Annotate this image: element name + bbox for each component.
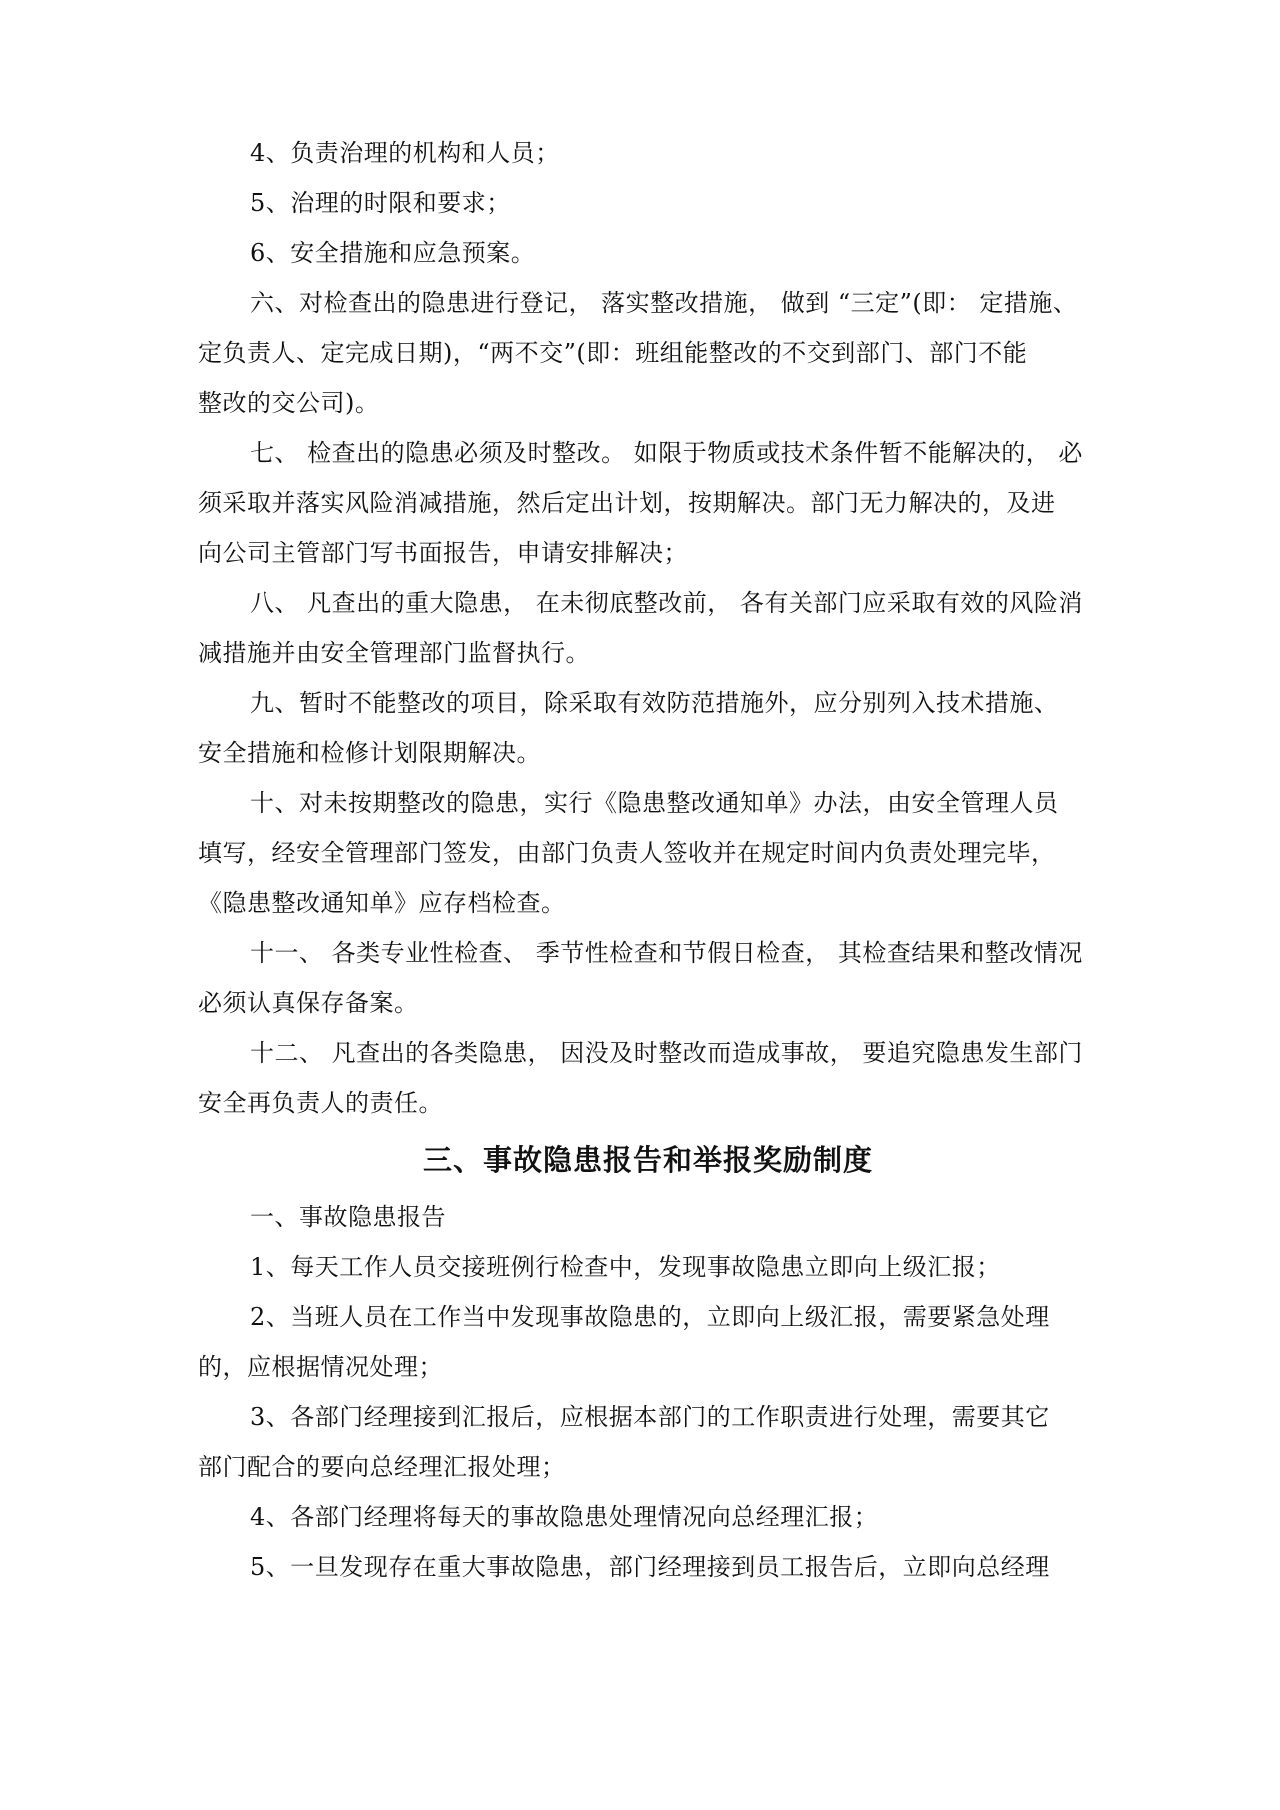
text-line: 十二、 凡查出的各类隐患， 因没及时整改而造成事故， 要追究隐患发生部门 [250, 1039, 1083, 1067]
upper-paragraph-2 [198, 178, 1098, 228]
text-line: 必须认真保存备案。 [198, 989, 419, 1017]
text-line: 减措施并由安全管理部门监督执行。 [198, 639, 590, 667]
text-line: 六、对检查出的隐患进行登记， 落实整改措施， 做到 “三定”(即： 定措施、 [250, 289, 1078, 317]
paragraphs-after [198, 1192, 1098, 1592]
upper-paragraph-7 [198, 678, 1098, 778]
text-line: 部门配合的要向总经理汇报处理； [198, 1453, 566, 1481]
upper-paragraph-3 [198, 228, 1098, 278]
text-line: 4、负责治理的机构和人员； [250, 139, 560, 167]
document-body [198, 128, 1098, 1592]
text-line: 2、当班人员在工作当中发现事故隐患的，立即向上级汇报，需要紧急处理 [250, 1303, 1050, 1331]
upper-paragraph-1 [198, 128, 1098, 178]
upper-paragraph-10 [198, 1028, 1098, 1128]
lower-paragraph-4 [198, 1392, 1098, 1492]
text-line: 1、每天工作人员交接班例行检查中，发现事故隐患立即向上级汇报； [250, 1253, 1001, 1281]
text-line: 定负责人、定完成日期)，“两不交”(即：班组能整改的不交到部门、部门不能 [198, 339, 1028, 367]
text-line: 须采取并落实风险消减措施，然后定出计划，按期解决。部门无力解决的，及进 [198, 489, 1056, 517]
text-line: 安全再负责人的责任。 [198, 1089, 443, 1117]
text-line: 一、事故隐患报告 [250, 1203, 446, 1231]
text-line: 的，应根据情况处理； [198, 1353, 443, 1381]
upper-paragraph-9 [198, 928, 1098, 1028]
lower-paragraph-2 [198, 1242, 1098, 1292]
text-line: 整改的交公司)。 [198, 389, 380, 417]
lower-paragraph-6 [198, 1542, 1098, 1592]
text-line: 5、一旦发现存在重大事故隐患，部门经理接到员工报告后，立即向总经理 [250, 1553, 1050, 1581]
text-line: 6、安全措施和应急预案。 [250, 239, 536, 267]
text-line: 八、 凡查出的重大隐患， 在未彻底整改前， 各有关部门应采取有效的风险消 [250, 589, 1083, 617]
text-line: 5、治理的时限和要求； [250, 189, 511, 217]
lower-paragraph-5 [198, 1492, 1098, 1542]
upper-paragraph-8 [198, 778, 1098, 928]
text-line: 安全措施和检修计划限期解决。 [198, 739, 541, 767]
upper-paragraph-6 [198, 578, 1098, 678]
lower-paragraph-3 [198, 1292, 1098, 1392]
text-line: 七、 检查出的隐患必须及时整改。 如限于物质或技术条件暂不能解决的， 必 [250, 439, 1083, 467]
text-line: 九、暂时不能整改的项目，除采取有效防范措施外，应分别列入技术措施、 [250, 689, 1059, 717]
upper-paragraph-4 [198, 278, 1098, 428]
upper-paragraph-5 [198, 428, 1098, 578]
text-line: 十一、 各类专业性检查、 季节性检查和节假日检查， 其检查结果和整改情况 [250, 939, 1083, 967]
text-line: 向公司主管部门写书面报告，申请安排解决； [198, 539, 688, 567]
text-line: 3、各部门经理接到汇报后，应根据本部门的工作职责进行处理，需要其它 [250, 1403, 1050, 1431]
lower-paragraph-1 [198, 1192, 1098, 1242]
paragraphs-before [198, 128, 1098, 1128]
text-line: 4、各部门经理将每天的事故隐患处理情况向总经理汇报； [250, 1503, 879, 1531]
section-heading: 三、事故隐患报告和举报奖励制度 [422, 1143, 873, 1177]
text-line: 填写，经安全管理部门签发，由部门负责人签收并在规定时间内负责处理完毕， [198, 839, 1056, 867]
text-line: 《隐患整改通知单》应存档检查。 [198, 889, 566, 917]
text-line: 十、对未按期整改的隐患，实行《隐患整改通知单》办法，由安全管理人员 [250, 789, 1059, 817]
